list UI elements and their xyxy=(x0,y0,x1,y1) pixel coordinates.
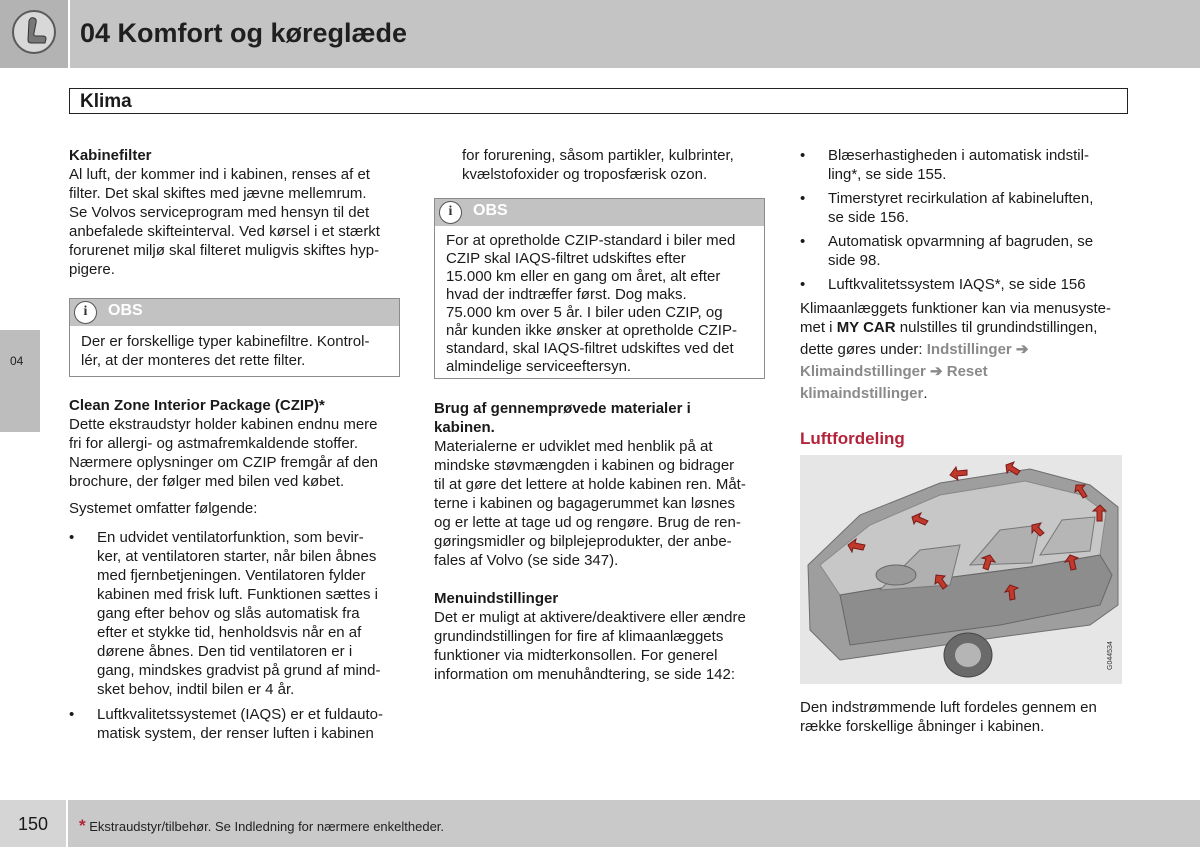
text-span: dette gøres under: xyxy=(800,341,927,358)
text-line xyxy=(800,340,1140,359)
text-line: Det er muligt at aktivere/deaktivere eller ændre xyxy=(434,609,746,626)
brug-heading: Brug af gennemprøvede materialer i xyxy=(434,400,691,417)
text-line: forurenet miljø skal filteret muligvis skiftes hyp- xyxy=(69,242,380,259)
text-line: lér, at der monteres det rette filter. xyxy=(81,352,306,369)
luftfordeling-heading: Luftfordeling xyxy=(800,429,905,448)
text-line: side 98. xyxy=(828,252,881,269)
czip-heading: Clean Zone Interior Package (CZIP)* xyxy=(69,397,325,414)
text-line xyxy=(800,384,1140,403)
text-line: for forurening, såsom partikler, kulbrinter, xyxy=(462,147,734,164)
kabinefilter-heading: Kabinefilter xyxy=(69,147,152,164)
text-line: matisk system, der renser luften i kabinen xyxy=(97,725,374,742)
text-line: anbefalede skifteinterval. Ved kørsel i et stærkt xyxy=(69,223,380,240)
text-line: pigere. xyxy=(69,261,115,278)
obs-header xyxy=(435,199,764,226)
text-line: grundindstillingen for fire af klimaanlæggets xyxy=(434,628,724,645)
text-line: almindelige serviceeftersyn. xyxy=(446,358,632,375)
menu-block xyxy=(434,589,774,684)
page-number: 150 xyxy=(18,814,49,834)
text-line: information om menuhåndtering, se side 142: xyxy=(434,666,736,683)
text-line: brochure, der følger med bilen ved købet. xyxy=(69,473,345,490)
text-line: filter. Det skal skiftes med jævne mellemrum. xyxy=(69,185,367,202)
text-line: til at gøre det lettere at holde kabinen ren. Måt- xyxy=(434,476,746,493)
bullet-icon: • xyxy=(800,147,806,164)
list-item xyxy=(800,232,1130,270)
text-line: kabinen med frisk luft. Funktionen sættes i xyxy=(97,586,378,603)
text-line: Al luft, der kommer ind i kabinen, renses af et xyxy=(69,166,370,183)
text-line: Den indstrømmende luft fordeles gennem en xyxy=(800,699,1097,716)
chapter-tab xyxy=(0,330,40,432)
obs-title: OBS xyxy=(108,302,143,319)
text-line: Klimaanlæggets funktioner kan via menusyste- xyxy=(800,300,1111,317)
text-line: gang, mindskes gradvist på grund af mind- xyxy=(97,662,381,679)
text-line: Materialerne er udviklet med henblik på at xyxy=(434,438,713,455)
text-line: funktioner via midterkonsollen. For generel xyxy=(434,647,718,664)
text-line: For at opretholde CZIP-standard i biler med xyxy=(446,232,736,249)
menu-heading: Menuindstillinger xyxy=(434,590,559,607)
text-span: . xyxy=(923,385,928,402)
text-line: række forskellige åbninger i kabinen. xyxy=(800,718,1045,735)
text-span: met i xyxy=(800,319,837,336)
list-item xyxy=(800,275,1130,294)
list-item xyxy=(800,189,1130,227)
menu-path-reset: Klimaindstillinger ➔ Reset xyxy=(800,363,988,380)
seat-icon-svg xyxy=(14,12,54,52)
czip-block xyxy=(69,396,409,518)
bullet-list-1 xyxy=(69,528,409,743)
text-line: Timerstyret recirkulation af kabineluften, xyxy=(828,190,1094,207)
text-line: 15.000 km eller en gang om året, alt efter xyxy=(446,268,721,285)
seat-icon xyxy=(12,10,56,54)
text-line: når kunden ikke ønsker at opretholde CZIP- xyxy=(446,322,737,339)
kabinefilter-block xyxy=(69,146,409,279)
section-box xyxy=(69,88,1128,114)
text-line: Nærmere oplysninger om CZIP fremgår af den xyxy=(69,454,379,471)
info-icon: i xyxy=(74,301,97,324)
my-car-label: MY CAR xyxy=(836,319,896,336)
text-line: gang efter behov og slås automatisk fra xyxy=(97,605,360,622)
list-item xyxy=(69,705,409,743)
obs-header xyxy=(70,299,399,326)
text-line: ker, at ventilatoren starter, når bilen åbnes xyxy=(97,548,377,565)
text-line: Systemet omfatter følgende: xyxy=(69,500,258,517)
footnote-text: Ekstraudstyr/tilbehør. Se Indledning for nærmere enkeltheder. xyxy=(85,819,445,834)
text-line: mindske støvmængden i kabinen og bidrager xyxy=(434,457,735,474)
text-span: nulstilles til grundindstillingen, xyxy=(895,319,1098,336)
obs-note-2 xyxy=(434,198,765,379)
bullet-icon: • xyxy=(800,233,806,250)
text-line: Luftkvalitetssystem IAQS*, se side 156 xyxy=(828,276,1086,293)
text-line: og er lette at tage ud og rengøre. Brug de ren- xyxy=(434,514,741,531)
bullet-icon: • xyxy=(69,706,75,723)
text-line: efter et stykke tid, henholdsvis når en af xyxy=(97,624,362,641)
text-line: kvælstofoxider og troposfærisk ozon. xyxy=(462,166,708,183)
footnote xyxy=(79,816,444,836)
bullet-icon: • xyxy=(69,529,75,546)
text-line: med fjernbetjeningen. Ventilatoren fylder xyxy=(97,567,366,584)
chapter-tab-label: 04 xyxy=(10,354,24,368)
car-airflow-illustration xyxy=(800,455,1122,684)
text-line xyxy=(800,318,1140,337)
text-line: fales af Volvo (se side 347). xyxy=(434,552,619,569)
text-line: dørene åbnes. Den tid ventilatoren er i xyxy=(97,643,353,660)
list-item xyxy=(69,528,409,699)
text-line: Automatisk opvarmning af bagruden, se xyxy=(828,233,1094,250)
menu-path-klima: klimaindstillinger xyxy=(800,385,924,402)
figure-code: G044534 xyxy=(1107,641,1114,670)
text-line: fri for allergi- og astmafremkaldende stoffer. xyxy=(69,435,359,452)
text-line: terne i kabinen og bagagerummet kan løsnes xyxy=(434,495,736,512)
menu-path-settings: Indstillinger ➔ xyxy=(926,341,1029,358)
text-line: 75.000 km over 5 år. I biler uden CZIP, og xyxy=(446,304,723,321)
iaqs-continuation xyxy=(462,146,782,184)
obs-title: OBS xyxy=(473,202,508,219)
figure-caption xyxy=(800,698,1140,736)
obs-note-1 xyxy=(69,298,400,377)
bullet-list-2 xyxy=(800,146,1130,294)
car-airflow-svg xyxy=(800,455,1122,684)
text-line: ling*, se side 155. xyxy=(828,166,947,183)
text-line: sket behov, indtil bilen er 4 år. xyxy=(97,681,295,698)
text-line: Der er forskellige typer kabinefiltre. Kontrol- xyxy=(81,333,370,350)
bullet-icon: • xyxy=(800,276,806,293)
text-line: standard, skal IAQS-filtret udskiftes ved det xyxy=(446,340,734,357)
bullet-icon: • xyxy=(800,190,806,207)
list-item xyxy=(800,146,1130,184)
text-line: CZIP skal IAQS-filtret udskiftes efter xyxy=(446,250,686,267)
text-line: hvad der indtræffer først. Dog maks. xyxy=(446,286,687,303)
section-title: Klima xyxy=(80,91,132,112)
page-title: 04 Komfort og køreglæde xyxy=(80,18,408,48)
text-line: gøringsmidler og bilplejeprodukter, der anbe- xyxy=(434,533,732,550)
text-line: Luftkvalitetssystemet (IAQS) er et fuldauto- xyxy=(97,706,383,723)
klima-reset-paragraph xyxy=(800,299,1140,403)
footnote-star: * xyxy=(79,816,86,835)
brug-block xyxy=(434,399,774,570)
text-line: Se Volvos serviceprogram med hensyn til det xyxy=(69,204,370,221)
text-line: Dette ekstraudstyr holder kabinen endnu mere xyxy=(69,416,378,433)
text-line: Blæserhastigheden i automatisk indstil- xyxy=(828,147,1089,164)
brug-heading: kabinen. xyxy=(434,419,495,436)
text-line: se side 156. xyxy=(828,209,909,226)
text-line: En udvidet ventilatorfunktion, som bevir- xyxy=(97,529,364,546)
info-icon: i xyxy=(439,201,462,224)
